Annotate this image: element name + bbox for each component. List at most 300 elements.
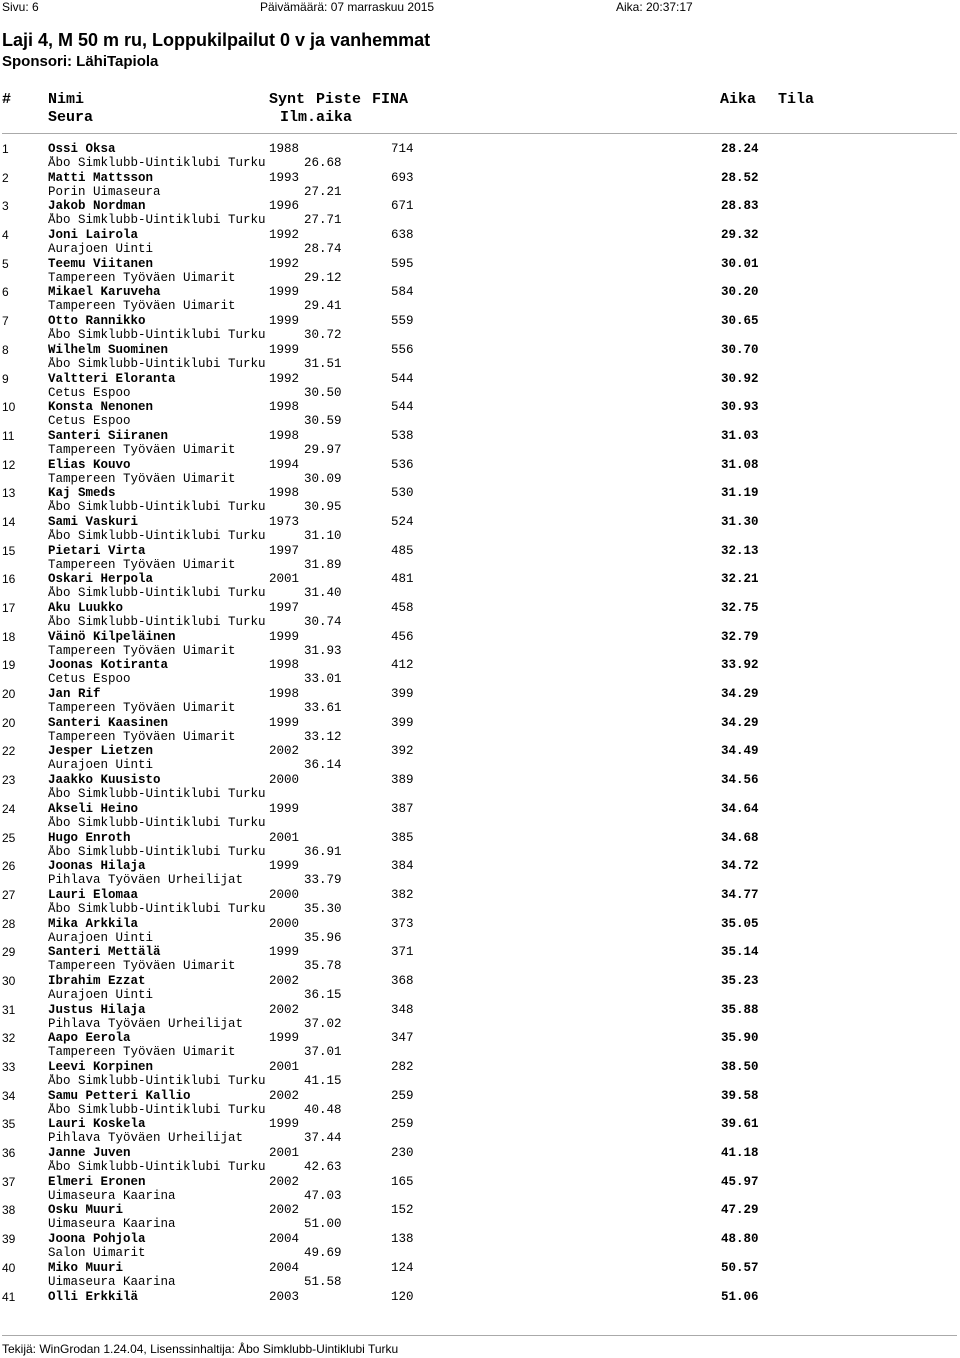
club-name: Åbo Simklubb-Uintiklubi Turku	[48, 500, 266, 515]
seed-time: 35.78	[304, 959, 342, 974]
swimmer-name: Santeri Siiranen	[48, 428, 169, 443]
birth-year: 1993	[269, 170, 300, 185]
result-entry	[0, 171, 960, 200]
birth-year: 2002	[269, 973, 300, 988]
club-name: Pihlava Työväen Urheilijat	[48, 873, 244, 888]
swimmer-name: Valtteri Eloranta	[48, 371, 176, 386]
fina-points: 399	[391, 687, 414, 702]
result-time: 34.29	[721, 715, 759, 730]
birth-year: 1992	[269, 371, 300, 386]
result-time: 32.13	[721, 543, 759, 558]
seed-time: 37.01	[304, 1045, 342, 1060]
seed-time: 31.40	[304, 586, 342, 601]
result-entry	[0, 1261, 960, 1290]
result-rank: 14	[2, 514, 16, 529]
club-name: Tampereen Työväen Uimarit	[48, 270, 236, 285]
result-time: 32.79	[721, 629, 759, 644]
seed-time: 35.30	[304, 901, 342, 916]
result-time: 34.49	[721, 744, 759, 759]
result-rank: 37	[2, 1174, 16, 1189]
birth-year: 2000	[269, 916, 300, 931]
result-time: 30.70	[721, 342, 759, 357]
result-rank: 22	[2, 744, 16, 759]
result-rank: 12	[2, 457, 16, 472]
swimmer-name: Jaakko Kuusisto	[48, 773, 161, 788]
birth-year: 1992	[269, 228, 300, 243]
result-entry	[0, 802, 960, 831]
result-entry	[0, 515, 960, 544]
club-name: Aurajoen Uinti	[48, 242, 154, 257]
swimmer-name: Santeri Kaasinen	[48, 715, 169, 730]
swimmer-name: Sami Vaskuri	[48, 514, 139, 529]
fina-points: 389	[391, 773, 414, 788]
result-time: 31.03	[721, 428, 759, 443]
fina-points: 165	[391, 1174, 414, 1189]
result-time: 29.32	[721, 228, 759, 243]
result-time: 31.30	[721, 514, 759, 529]
fina-points: 373	[391, 916, 414, 931]
seed-time: 31.93	[304, 643, 342, 658]
seed-time: 51.58	[304, 1274, 342, 1289]
col-year: Synt	[269, 91, 306, 108]
birth-year: 1999	[269, 859, 300, 874]
result-rank: 10	[2, 400, 16, 415]
swimmer-name: Kaj Smeds	[48, 486, 116, 501]
header-divider	[2, 133, 957, 134]
seed-time: 49.69	[304, 1246, 342, 1261]
birth-year: 1998	[269, 486, 300, 501]
birth-year: 1999	[269, 629, 300, 644]
col-status: Tila	[778, 91, 815, 108]
result-time: 34.64	[721, 801, 759, 816]
fina-points: 347	[391, 1031, 414, 1046]
swimmer-name: Otto Rannikko	[48, 314, 146, 329]
birth-year: 2001	[269, 1060, 300, 1074]
page-number: Sivu: 6	[2, 0, 39, 14]
fina-points: 259	[391, 1088, 414, 1103]
birth-year: 1992	[269, 256, 300, 271]
swimmer-name: Santeri Mettälä	[48, 945, 161, 960]
seed-time: 26.68	[304, 156, 342, 170]
birth-year: 1999	[269, 342, 300, 357]
birth-year: 1998	[269, 400, 300, 415]
swimmer-name: Joonas Hilaja	[48, 859, 146, 874]
result-time: 47.29	[721, 1203, 759, 1218]
result-time: 34.29	[721, 687, 759, 702]
swimmer-name: Wilhelm Suominen	[48, 342, 169, 357]
club-name: Åbo Simklubb-Uintiklubi Turku	[48, 787, 266, 802]
result-time: 30.20	[721, 285, 759, 300]
birth-year: 1998	[269, 658, 300, 673]
result-entry	[0, 601, 960, 630]
fina-points: 544	[391, 400, 414, 415]
club-name: Åbo Simklubb-Uintiklubi Turku	[48, 213, 266, 228]
col-seed-time: Ilm.aika	[280, 109, 353, 126]
result-entry	[0, 372, 960, 401]
birth-year: 1999	[269, 945, 300, 960]
result-time: 31.19	[721, 486, 759, 501]
result-time: 30.92	[721, 371, 759, 386]
swimmer-name: Jakob Nordman	[48, 199, 146, 214]
club-name: Tampereen Työväen Uimarit	[48, 1045, 236, 1060]
seed-time: 33.01	[304, 672, 342, 687]
seed-time: 28.74	[304, 242, 342, 257]
swimmer-name: Matti Mattsson	[48, 170, 154, 185]
result-time: 45.97	[721, 1174, 759, 1189]
result-entry	[0, 1203, 960, 1232]
result-time: 48.80	[721, 1232, 759, 1247]
seed-time: 30.50	[304, 385, 342, 400]
club-name: Åbo Simklubb-Uintiklubi Turku	[48, 328, 266, 343]
fina-points: 530	[391, 486, 414, 501]
result-rank: 6	[2, 285, 9, 300]
club-name: Aurajoen Uinti	[48, 987, 154, 1002]
club-name: Åbo Simklubb-Uintiklubi Turku	[48, 901, 266, 916]
seed-time: 36.14	[304, 758, 342, 773]
fina-points: 387	[391, 801, 414, 816]
fina-points: 458	[391, 601, 414, 615]
result-entry	[0, 343, 960, 372]
swimmer-name: Joni Lairola	[48, 228, 139, 243]
birth-year: 2002	[269, 744, 300, 759]
swimmer-name: Lauri Elomaa	[48, 887, 139, 902]
result-entry	[0, 285, 960, 314]
birth-year: 1997	[269, 601, 300, 615]
result-entry	[0, 1003, 960, 1032]
result-rank: 41	[2, 1289, 16, 1304]
result-rank: 5	[2, 256, 9, 271]
result-time: 30.01	[721, 256, 759, 271]
birth-year: 2000	[269, 773, 300, 788]
fina-points: 392	[391, 744, 414, 759]
result-entry	[0, 458, 960, 487]
club-name: Åbo Simklubb-Uintiklubi Turku	[48, 615, 266, 629]
page-header	[0, 0, 960, 14]
result-rank: 4	[2, 228, 9, 243]
result-entry	[0, 888, 960, 917]
result-entry	[0, 831, 960, 860]
result-entry	[0, 1232, 960, 1261]
col-rank: #	[2, 91, 12, 108]
club-name: Åbo Simklubb-Uintiklubi Turku	[48, 815, 266, 830]
result-time: 51.06	[721, 1289, 759, 1304]
birth-year: 2000	[269, 887, 300, 902]
fina-points: 348	[391, 1002, 414, 1017]
fina-points: 230	[391, 1146, 414, 1161]
club-name: Tampereen Työväen Uimarit	[48, 299, 236, 314]
seed-time: 29.41	[304, 299, 342, 314]
swimmer-name: Teemu Viitanen	[48, 256, 154, 271]
col-club: Seura	[48, 109, 94, 126]
result-entry	[0, 687, 960, 716]
swimmer-name: Samu Petteri Kallio	[48, 1088, 191, 1103]
seed-time: 33.61	[304, 701, 342, 716]
fina-points: 481	[391, 572, 414, 587]
fina-points: 485	[391, 543, 414, 558]
seed-time: 30.09	[304, 471, 342, 486]
result-entry	[0, 314, 960, 343]
result-entry	[0, 1031, 960, 1060]
birth-year: 2004	[269, 1260, 300, 1275]
result-rank: 11	[2, 428, 15, 443]
result-entry	[0, 486, 960, 515]
result-time: 39.61	[721, 1117, 759, 1132]
result-time: 50.57	[721, 1260, 759, 1275]
result-rank: 31	[2, 1002, 16, 1017]
print-time: Aika: 20:37:17	[616, 0, 693, 14]
result-time: 35.14	[721, 945, 759, 960]
footer-divider	[2, 1335, 957, 1336]
result-rank: 15	[2, 543, 16, 558]
result-time: 31.08	[721, 457, 759, 472]
fina-points: 138	[391, 1232, 414, 1247]
col-name: Nimi	[48, 91, 85, 108]
result-time: 28.52	[721, 170, 759, 185]
result-entry	[0, 142, 960, 171]
result-rank: 2	[2, 170, 9, 185]
club-name: Tampereen Työväen Uimarit	[48, 701, 236, 716]
fina-points: 638	[391, 228, 414, 243]
result-rank: 9	[2, 371, 9, 386]
club-name: Cetus Espoo	[48, 414, 131, 429]
swimmer-name: Elmeri Eronen	[48, 1174, 146, 1189]
result-entry	[0, 572, 960, 601]
seed-time: 47.03	[304, 1188, 342, 1203]
club-name: Pihlava Työväen Urheilijat	[48, 1016, 244, 1031]
result-time: 34.68	[721, 830, 759, 845]
result-time: 35.05	[721, 916, 759, 931]
seed-time: 29.12	[304, 270, 342, 285]
birth-year: 1997	[269, 543, 300, 558]
result-entry	[0, 257, 960, 286]
fina-points: 399	[391, 715, 414, 730]
seed-time: 31.51	[304, 356, 342, 371]
club-name: Tampereen Työväen Uimarit	[48, 643, 236, 658]
fina-points: 412	[391, 658, 414, 673]
swimmer-name: Väinö Kilpeläinen	[48, 629, 176, 644]
print-date: Päivämäärä: 07 marraskuu 2015	[260, 0, 435, 14]
result-rank: 33	[2, 1060, 16, 1074]
club-name: Uimaseura Kaarina	[48, 1217, 176, 1232]
seed-time: 37.44	[304, 1131, 342, 1146]
swimmer-name: Janne Juven	[48, 1146, 131, 1161]
seed-time: 40.48	[304, 1102, 342, 1117]
result-time: 28.83	[721, 199, 759, 214]
fina-points: 538	[391, 428, 414, 443]
swimmer-name: Aapo Eerola	[48, 1031, 131, 1046]
club-name: Pihlava Työväen Urheilijat	[48, 1131, 244, 1146]
birth-year: 2002	[269, 1203, 300, 1218]
club-name: Åbo Simklubb-Uintiklubi Turku	[48, 1102, 266, 1117]
result-entry	[0, 1175, 960, 1204]
swimmer-name: Konsta Nenonen	[48, 400, 154, 415]
result-rank: 26	[2, 859, 16, 874]
fina-points: 524	[391, 514, 414, 529]
birth-year: 1999	[269, 1031, 300, 1046]
seed-time: 36.91	[304, 844, 342, 859]
fina-points: 282	[391, 1060, 414, 1074]
club-name: Uimaseura Kaarina	[48, 1274, 176, 1289]
birth-year: 2003	[269, 1289, 300, 1304]
birth-year: 1988	[269, 142, 300, 156]
result-entry	[0, 1117, 960, 1146]
swimmer-name: Justus Hilaja	[48, 1002, 146, 1017]
swimmer-name: Joona Pohjola	[48, 1232, 146, 1247]
birth-year: 1973	[269, 514, 300, 529]
fina-points: 385	[391, 830, 414, 845]
result-rank: 38	[2, 1203, 16, 1218]
swimmer-name: Mika Arkkila	[48, 916, 139, 931]
result-rank: 19	[2, 658, 16, 673]
result-entry	[0, 429, 960, 458]
fina-points: 120	[391, 1289, 414, 1304]
result-rank: 24	[2, 801, 16, 816]
club-name: Uimaseura Kaarina	[48, 1188, 176, 1203]
seed-time: 31.89	[304, 557, 342, 572]
result-entry	[0, 773, 960, 802]
fina-points: 368	[391, 973, 414, 988]
birth-year: 1998	[269, 428, 300, 443]
result-rank: 3	[2, 199, 9, 214]
club-name: Cetus Espoo	[48, 672, 131, 687]
swimmer-name: Ossi Oksa	[48, 142, 116, 156]
seed-time: 36.15	[304, 987, 342, 1002]
col-time: Aika	[720, 91, 757, 108]
result-rank: 27	[2, 887, 16, 902]
result-time: 35.88	[721, 1002, 759, 1017]
club-name: Tampereen Työväen Uimarit	[48, 959, 236, 974]
result-entry	[0, 1089, 960, 1118]
swimmer-name: Hugo Enroth	[48, 830, 131, 845]
result-entry	[0, 199, 960, 228]
club-name: Cetus Espoo	[48, 385, 131, 400]
swimmer-name: Osku Muuri	[48, 1203, 124, 1218]
result-entry	[0, 544, 960, 573]
fina-points: 384	[391, 859, 414, 874]
birth-year: 2004	[269, 1232, 300, 1247]
club-name: Åbo Simklubb-Uintiklubi Turku	[48, 1074, 266, 1088]
result-rank: 40	[2, 1260, 16, 1275]
club-name: Tampereen Työväen Uimarit	[48, 471, 236, 486]
fina-points: 456	[391, 629, 414, 644]
seed-time: 30.59	[304, 414, 342, 429]
result-entry	[0, 716, 960, 745]
seed-time: 27.71	[304, 213, 342, 228]
fina-points: 371	[391, 945, 414, 960]
birth-year: 1994	[269, 457, 300, 472]
event-sponsor: Sponsori: LähiTapiola	[2, 53, 159, 70]
seed-time: 30.74	[304, 615, 342, 629]
result-entry	[0, 859, 960, 888]
result-rank: 17	[2, 601, 16, 615]
birth-year: 1998	[269, 687, 300, 702]
result-rank: 1	[2, 142, 9, 156]
result-rank: 36	[2, 1146, 16, 1161]
swimmer-name: Ibrahim Ezzat	[48, 973, 146, 988]
result-time: 34.77	[721, 887, 759, 902]
result-rank: 30	[2, 973, 16, 988]
result-rank: 28	[2, 916, 16, 931]
fina-points: 595	[391, 256, 414, 271]
result-rank: 8	[2, 342, 9, 357]
swimmer-name: Leevi Korpinen	[48, 1060, 154, 1074]
birth-year: 1996	[269, 199, 300, 214]
birth-year: 2002	[269, 1174, 300, 1189]
swimmer-name: Pietari Virta	[48, 543, 146, 558]
birth-year: 2002	[269, 1002, 300, 1017]
result-time: 33.92	[721, 658, 759, 673]
birth-year: 1999	[269, 314, 300, 329]
result-entry	[0, 744, 960, 773]
result-rank: 39	[2, 1232, 16, 1247]
result-rank: 32	[2, 1031, 16, 1046]
seed-time: 41.15	[304, 1074, 342, 1088]
result-time: 32.21	[721, 572, 759, 587]
birth-year: 2001	[269, 1146, 300, 1161]
swimmer-name: Lauri Koskela	[48, 1117, 146, 1132]
fina-points: 124	[391, 1260, 414, 1275]
club-name: Tampereen Työväen Uimarit	[48, 442, 236, 457]
result-time: 35.23	[721, 973, 759, 988]
fina-points: 584	[391, 285, 414, 300]
birth-year: 1999	[269, 1117, 300, 1132]
fina-points: 382	[391, 887, 414, 902]
result-entry	[0, 917, 960, 946]
col-points: Piste	[316, 91, 362, 108]
result-rank: 13	[2, 486, 16, 501]
club-name: Salon Uimarit	[48, 1246, 146, 1261]
club-name: Åbo Simklubb-Uintiklubi Turku	[48, 844, 266, 859]
birth-year: 1999	[269, 285, 300, 300]
result-time: 39.58	[721, 1088, 759, 1103]
fina-points: 714	[391, 142, 414, 156]
birth-year: 2002	[269, 1088, 300, 1103]
result-rank: 23	[2, 773, 16, 788]
result-time: 30.93	[721, 400, 759, 415]
event-title: Laji 4, M 50 m ru, Loppukilpailut 0 v ja vanhemmat	[2, 30, 431, 50]
seed-time: 51.00	[304, 1217, 342, 1232]
result-rank: 25	[2, 830, 16, 845]
birth-year: 2001	[269, 830, 300, 845]
fina-points: 693	[391, 170, 414, 185]
result-entry	[0, 228, 960, 257]
seed-time: 37.02	[304, 1016, 342, 1031]
col-fina: FINA	[372, 91, 409, 108]
result-entry	[0, 1290, 960, 1319]
club-name: Aurajoen Uinti	[48, 758, 154, 773]
swimmer-name: Mikael Karuveha	[48, 285, 161, 300]
birth-year: 2001	[269, 572, 300, 587]
swimmer-name: Elias Kouvo	[48, 457, 131, 472]
seed-time: 30.72	[304, 328, 342, 343]
result-rank: 29	[2, 945, 16, 960]
club-name: Åbo Simklubb-Uintiklubi Turku	[48, 356, 266, 371]
swimmer-name: Jan Rif	[48, 687, 101, 702]
result-entry	[0, 1060, 960, 1089]
club-name: Åbo Simklubb-Uintiklubi Turku	[48, 528, 266, 543]
swimmer-name: Miko Muuri	[48, 1260, 124, 1275]
result-rank: 7	[2, 314, 9, 329]
result-time: 38.50	[721, 1060, 759, 1074]
fina-points: 544	[391, 371, 414, 386]
seed-time: 31.10	[304, 528, 342, 543]
fina-points: 559	[391, 314, 414, 329]
fina-points: 536	[391, 457, 414, 472]
result-entry	[0, 630, 960, 659]
swimmer-name: Olli Erkkilä	[48, 1289, 139, 1304]
swimmer-name: Jesper Lietzen	[48, 744, 154, 759]
club-name: Åbo Simklubb-Uintiklubi Turku	[48, 586, 266, 601]
